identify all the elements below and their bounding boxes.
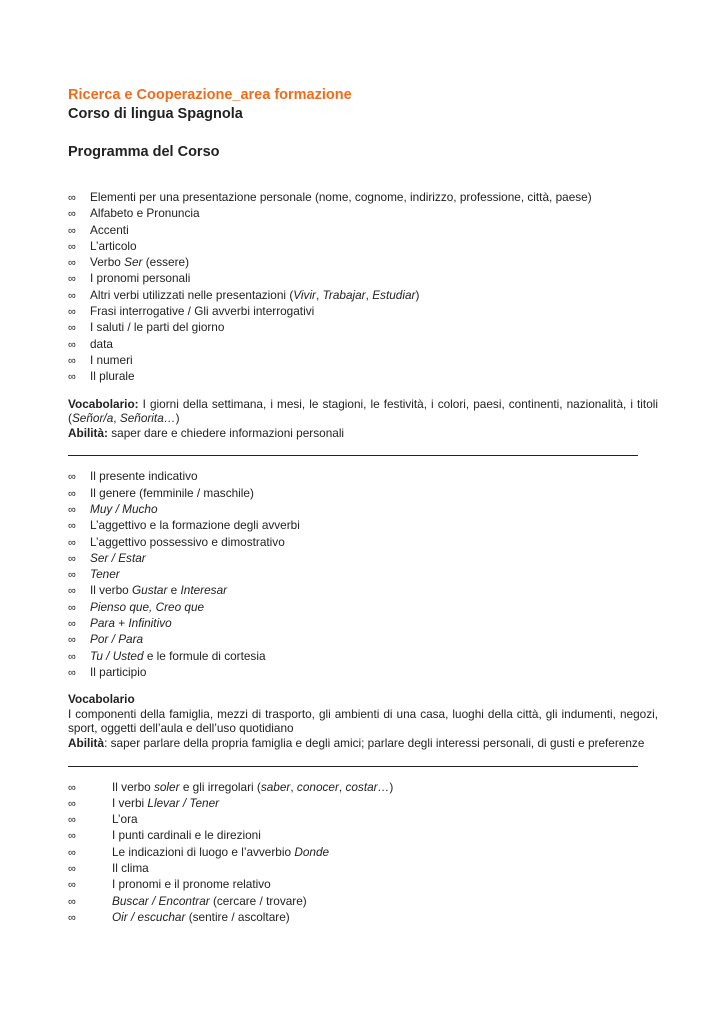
infinity-bullet-icon: ∞ <box>68 814 76 827</box>
list-item-text <box>90 336 113 352</box>
text-run: Trabajar <box>322 287 366 302</box>
topic-list-3 <box>68 779 658 926</box>
course-title: Corso di lingua Spagnola <box>68 106 243 122</box>
text-run: L’aggettivo e la formazione degli avverbi <box>90 518 300 533</box>
text-run: Ser / Estar <box>90 550 146 565</box>
text-run: Vivir <box>293 287 316 302</box>
list-item <box>68 876 658 892</box>
list-item <box>68 468 658 484</box>
topic-list-1 <box>68 189 658 385</box>
vocabulary-heading-2 <box>68 692 658 707</box>
text-run: , <box>113 411 120 426</box>
list-item <box>68 550 658 566</box>
list-item <box>68 582 658 598</box>
infinity-bullet-icon: ∞ <box>68 240 76 253</box>
text-run: : saper parlare della propria famiglia e degli amici; parlare degli interessi personali, di gusti e preferenze <box>104 735 645 750</box>
text-run: I numeri <box>90 352 133 367</box>
list-item <box>68 893 658 909</box>
list-item <box>68 844 658 860</box>
infinity-bullet-icon: ∞ <box>68 846 76 859</box>
infinity-bullet-icon: ∞ <box>68 224 76 237</box>
text-run: I pronomi e il pronome relativo <box>112 877 271 892</box>
list-item-text <box>90 303 314 319</box>
organization-title: Ricerca e Cooperazione_area formazione <box>68 87 352 103</box>
text-run: Para <box>90 616 115 631</box>
text-run: ) <box>389 779 394 794</box>
infinity-bullet-icon: ∞ <box>68 781 76 794</box>
text-run: Ser <box>124 255 143 270</box>
infinity-bullet-icon: ∞ <box>68 895 76 908</box>
list-item-text <box>112 893 307 909</box>
infinity-bullet-icon: ∞ <box>68 322 76 335</box>
list-item <box>68 909 658 925</box>
text-run: Alfabeto e Pronuncia <box>90 206 200 221</box>
list-item-text <box>112 779 393 795</box>
list-item-text <box>90 205 200 221</box>
list-item <box>68 270 658 286</box>
text-run: L’ora <box>112 812 138 827</box>
text-run: Il plurale <box>90 369 135 384</box>
vocabulary-paragraph-1 <box>68 397 658 426</box>
text-run: Frasi interrogative / Gli avverbi interrogativi <box>90 304 315 319</box>
list-item <box>68 811 658 827</box>
infinity-bullet-icon: ∞ <box>68 354 76 367</box>
list-item-text <box>90 550 146 566</box>
text-run: Le indicazioni di luogo e l’avverbio <box>112 844 295 859</box>
list-item-text <box>90 222 129 238</box>
list-item-text <box>90 501 158 517</box>
list-item-text <box>112 811 138 827</box>
topic-list-2 <box>68 468 658 680</box>
vocabulary-paragraph-2: I componenti della famiglia, mezzi di trasporto, gli ambienti di una casa, luoghi della città, gli indumenti, negozi, sport, oggetti dell’aula e dell’uso quotidiano <box>68 706 658 736</box>
list-item <box>68 287 658 303</box>
text-run: , <box>290 779 297 794</box>
list-item-text <box>90 599 204 615</box>
text-run: Elementi per una presentazione personale (nome, cognome, indirizzo, professione, città, paese) <box>90 190 592 204</box>
text-run: Llevar / Tener <box>147 795 220 810</box>
text-run: Estudiar <box>372 287 416 302</box>
list-item-text <box>90 238 137 254</box>
text-run: data <box>90 336 113 351</box>
text-run: Muy / Mucho <box>90 501 158 516</box>
infinity-bullet-icon: ∞ <box>68 257 76 270</box>
list-item <box>68 368 658 384</box>
text-run: Altri verbi utilizzati nelle presentazioni ( <box>90 287 294 302</box>
text-run: + <box>114 616 129 631</box>
infinity-bullet-icon: ∞ <box>68 618 76 631</box>
text-run: Il presente indicativo <box>90 469 198 484</box>
infinity-bullet-icon: ∞ <box>68 520 76 533</box>
list-item-text <box>90 189 592 205</box>
list-item-text <box>90 485 254 501</box>
text-run: Por / Para <box>90 632 144 647</box>
list-item-text <box>90 368 135 384</box>
list-item-text <box>90 615 172 631</box>
text-run: Donde <box>294 844 330 859</box>
list-item-text <box>112 909 290 925</box>
list-item <box>68 517 658 533</box>
text-run: Tener <box>90 567 120 582</box>
text-run: saber <box>260 779 291 794</box>
infinity-bullet-icon: ∞ <box>68 585 76 598</box>
infinity-bullet-icon: ∞ <box>68 552 76 565</box>
list-item-text <box>90 270 190 286</box>
vocabulary-heading-text: Vocabolario <box>68 692 135 707</box>
text-run: L’articolo <box>90 238 137 253</box>
text-run: Il genere (femminile / maschile) <box>90 485 254 500</box>
list-item-text <box>90 287 419 303</box>
list-item-text <box>112 860 149 876</box>
list-item-text <box>90 254 189 270</box>
list-item <box>68 485 658 501</box>
text-run: ) <box>415 287 420 302</box>
text-run: I giorni della settimana, i mesi, le stagioni, le festività, i colori, paesi, continenti, nazionalità, i titoli ( <box>68 396 658 426</box>
list-item-text <box>90 566 120 582</box>
document-page <box>68 86 658 925</box>
list-item <box>68 648 658 664</box>
text-run: Buscar / Encontrar <box>112 893 210 908</box>
list-item-text <box>90 468 198 484</box>
program-title: Programma del Corso <box>68 144 220 160</box>
infinity-bullet-icon: ∞ <box>68 192 76 204</box>
text-run: Il verbo <box>112 779 154 794</box>
text-run: Tu / Usted <box>90 648 144 663</box>
list-item <box>68 631 658 647</box>
text-run: Accenti <box>90 222 129 237</box>
skills-paragraph-2 <box>68 736 658 751</box>
text-run: Señorita… <box>119 411 176 426</box>
list-item-text <box>90 319 224 335</box>
list-item <box>68 501 658 517</box>
infinity-bullet-icon: ∞ <box>68 371 76 384</box>
list-item <box>68 238 658 254</box>
text-run: Abilità <box>68 735 105 750</box>
text-run: soler <box>153 779 180 794</box>
text-run: conocer <box>296 779 339 794</box>
list-item-text <box>112 795 219 811</box>
infinity-bullet-icon: ∞ <box>68 289 76 302</box>
list-item <box>68 352 658 368</box>
text-run: I punti cardinali e le direzioni <box>112 828 261 843</box>
text-run: I pronomi personali <box>90 271 191 286</box>
list-item <box>68 827 658 843</box>
infinity-bullet-icon: ∞ <box>68 487 76 500</box>
list-item-text <box>90 517 300 533</box>
infinity-bullet-icon: ∞ <box>68 536 76 549</box>
list-item <box>68 189 658 205</box>
list-item-text <box>112 844 329 860</box>
infinity-bullet-icon: ∞ <box>68 273 76 286</box>
list-item <box>68 566 658 582</box>
infinity-bullet-icon: ∞ <box>68 208 76 221</box>
text-run: Verbo <box>90 255 125 270</box>
infinity-bullet-icon: ∞ <box>68 569 76 582</box>
list-item-text <box>90 631 143 647</box>
list-item-text <box>112 876 271 892</box>
text-run: I saluti / le parti del giorno <box>90 320 225 335</box>
text-run: Vocabolario: <box>68 396 139 411</box>
text-run: e <box>167 583 181 598</box>
text-run: , <box>316 287 323 302</box>
list-item <box>68 205 658 221</box>
infinity-bullet-icon: ∞ <box>68 503 76 516</box>
text-run: Pienso que, Creo que <box>90 599 205 614</box>
list-item <box>68 319 658 335</box>
skills-paragraph-1 <box>68 426 658 441</box>
list-item-text <box>90 534 285 550</box>
infinity-bullet-icon: ∞ <box>68 601 76 614</box>
list-item <box>68 254 658 270</box>
text-run: e gli irregolari ( <box>179 779 261 794</box>
infinity-bullet-icon: ∞ <box>68 911 76 924</box>
text-run: (sentire / ascoltare) <box>185 909 290 924</box>
list-item-text <box>90 664 146 680</box>
infinity-bullet-icon: ∞ <box>68 338 76 351</box>
section-divider-1 <box>68 455 638 456</box>
infinity-bullet-icon: ∞ <box>68 471 76 484</box>
list-item <box>68 795 658 811</box>
text-run: L’aggettivo possessivo e dimostrativo <box>90 534 285 549</box>
infinity-bullet-icon: ∞ <box>68 650 76 663</box>
list-item <box>68 615 658 631</box>
infinity-bullet-icon: ∞ <box>68 634 76 647</box>
text-run: , <box>365 287 373 302</box>
text-run: Il verbo <box>90 583 132 598</box>
text-run: costar… <box>345 779 390 794</box>
text-run: Interesar <box>180 583 228 598</box>
list-item <box>68 779 658 795</box>
text-run: Gustar <box>131 583 168 598</box>
text-run: (essere) <box>142 255 190 270</box>
text-run: saper dare e chiedere informazioni personali <box>107 425 345 440</box>
section-divider-2 <box>68 766 638 767</box>
list-item-text <box>112 827 261 843</box>
text-run: Señor/a <box>71 411 114 426</box>
list-item-text <box>90 582 227 598</box>
text-run: Infinitivo <box>128 616 172 631</box>
list-item <box>68 303 658 319</box>
text-run: (cercare / trovare) <box>209 893 307 908</box>
infinity-bullet-icon: ∞ <box>68 797 76 810</box>
list-item <box>68 599 658 615</box>
infinity-bullet-icon: ∞ <box>68 666 76 679</box>
text-run: Il participio <box>90 664 147 679</box>
infinity-bullet-icon: ∞ <box>68 830 76 843</box>
list-item <box>68 336 658 352</box>
list-item-text <box>90 648 266 664</box>
list-item <box>68 860 658 876</box>
text-run: I verbi <box>112 795 148 810</box>
list-item <box>68 534 658 550</box>
text-run: ) <box>175 411 180 426</box>
infinity-bullet-icon: ∞ <box>68 863 76 876</box>
list-item-text <box>90 352 133 368</box>
text-run: Oir / escuchar <box>112 909 186 924</box>
text-run: e le formule di cortesia <box>143 648 266 663</box>
text-run: Abilità: <box>68 425 108 440</box>
list-item <box>68 664 658 680</box>
text-run: , <box>338 779 346 794</box>
infinity-bullet-icon: ∞ <box>68 879 76 892</box>
text-run: Il clima <box>112 861 149 876</box>
list-item <box>68 222 658 238</box>
infinity-bullet-icon: ∞ <box>68 306 76 319</box>
